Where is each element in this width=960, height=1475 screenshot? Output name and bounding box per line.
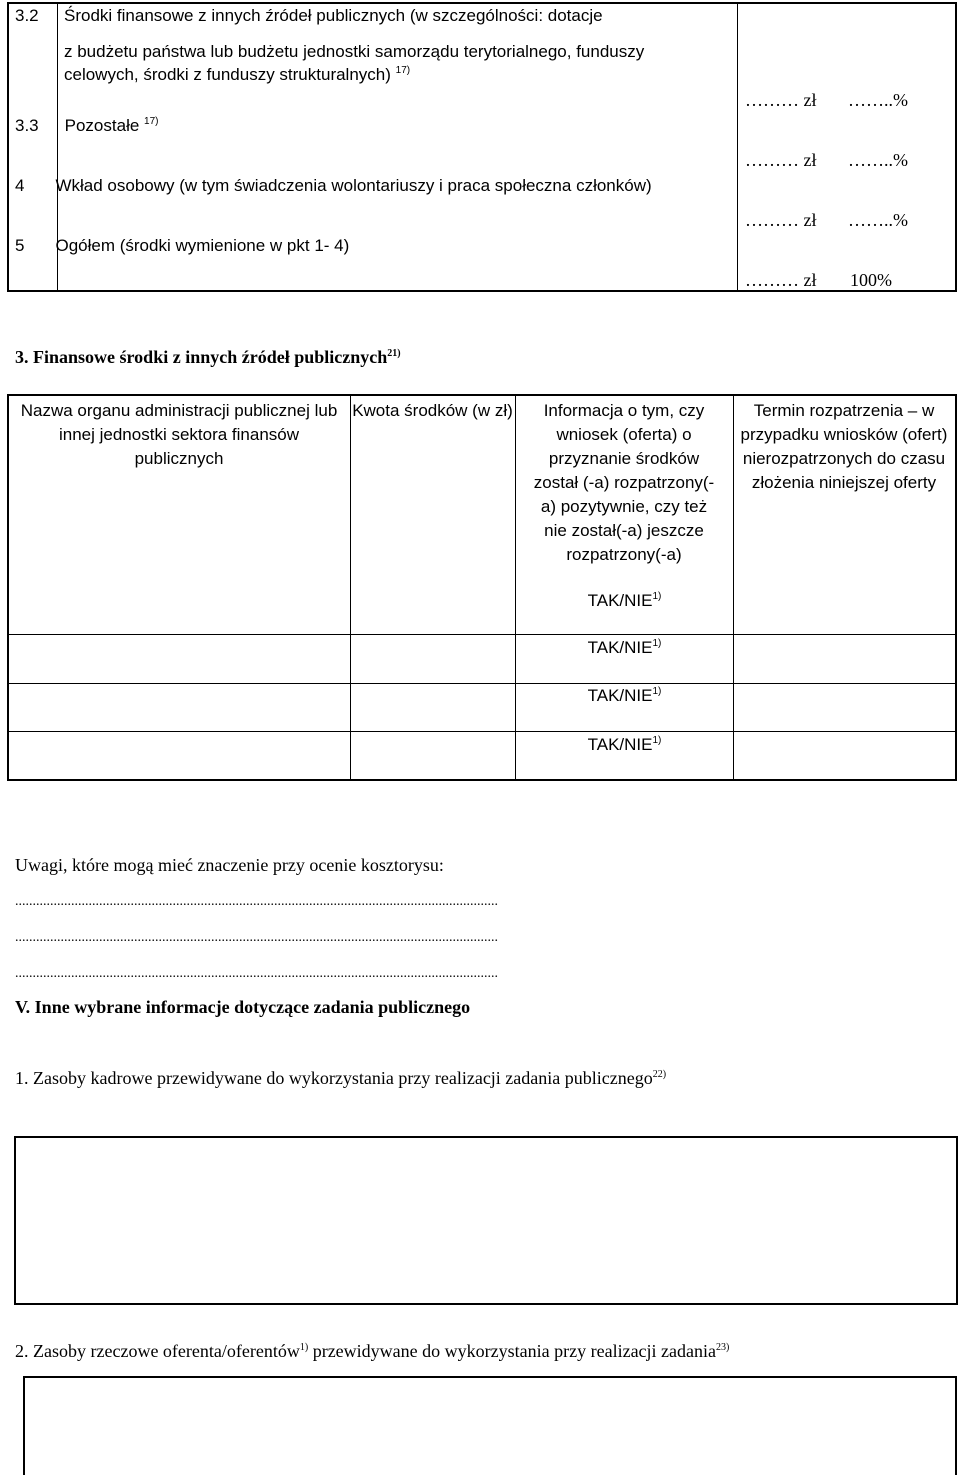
row-3-2-line3: celowych, środki z funduszy strukturalnych) $^{17)}$ (64, 65, 411, 84)
row-3-3-label: 3.3 Pozostałe $^{17)}$ (15, 116, 159, 135)
tak-nie-row-4: TAK/NIE$^{1)}$ (587, 735, 662, 754)
row-5-percent: 100% (850, 270, 892, 290)
section-v-title: V. Inne wybrane informacje dotyczące zadania publicznego (15, 997, 471, 1017)
row-3-3-percent: ……..% (848, 150, 908, 170)
row-3-2-percent: ……..% (848, 90, 908, 110)
uwagi-label: Uwagi, które mogą mieć znaczenie przy ocenie kosztorysu: (15, 855, 444, 875)
row-3-2-line2: z budżetu państwa lub budżetu jednostki samorządu terytorialnego, funduszy (64, 42, 645, 61)
row-5-amount: ……… zł (745, 270, 817, 290)
section-v-item-1: 1. Zasoby kadrowe przewidywane do wykorzystania przy realizacji zadania publicznego$^{22)}$ (15, 1068, 667, 1088)
tak-nie-row-1: TAK/NIE$^{1)}$ (587, 591, 662, 610)
row-3-2-amount: ……… zł (745, 90, 817, 110)
zasoby-rzeczowe-box[interactable] (23, 1376, 957, 1475)
tak-nie-row-3: TAK/NIE$^{1)}$ (587, 686, 662, 705)
uwagi-dots-3: .......................................................................................................................................... (15, 966, 498, 981)
row-3-2-number: 3.2 (15, 6, 39, 25)
tak-nie-row-2: TAK/NIE$^{1)}$ (587, 638, 662, 657)
header-organ: Nazwa organu administracji publicznej lub innej jednostki sektora finansów publicznych (20, 401, 338, 468)
header-kwota: Kwota środków (w zł) (352, 401, 513, 420)
uwagi-dots-1: .......................................................................................................................................... (15, 894, 498, 909)
uwagi-dots-2: .......................................................................................................................................... (15, 930, 498, 945)
header-termin: Termin rozpatrzenia – w przypadku wniosków (ofert) nierozpatrzonych do czasu złożenia niniejszej oferty (740, 401, 948, 492)
row-4-amount: ……… zł (745, 210, 817, 230)
section-v-item-2: 2. Zasoby rzeczowe oferenta/oferentów$^{1)}$ przewidywane do wykorzystania przy realizacji zadania$^{23)}$ (15, 1341, 730, 1361)
zasoby-kadrowe-box[interactable] (14, 1136, 958, 1305)
row-5-label: 5 Ogółem (środki wymienione w pkt 1- 4) (15, 236, 350, 255)
row-3-3-amount: ……… zł (745, 150, 817, 170)
row-4-percent: ……..% (848, 210, 908, 230)
header-informacja: Informacja o tym, czy wniosek (oferta) o przyznanie środków został (-a) rozpatrzony(-a) pozytywnie, czy też nie został(-a) jeszcze rozpatrzony(-a) (533, 401, 715, 564)
row-3-2-line1: Środki finansowe z innych źródeł publicznych (w szczególności: dotacje (64, 6, 603, 25)
row-4-label: 4 Wkład osobowy (w tym świadczenia wolontariuszy i praca społeczna członków) (15, 176, 652, 195)
section-3-title: 3. Finansowe środki z innych źródeł publicznych$^{21)}$ (15, 347, 401, 367)
